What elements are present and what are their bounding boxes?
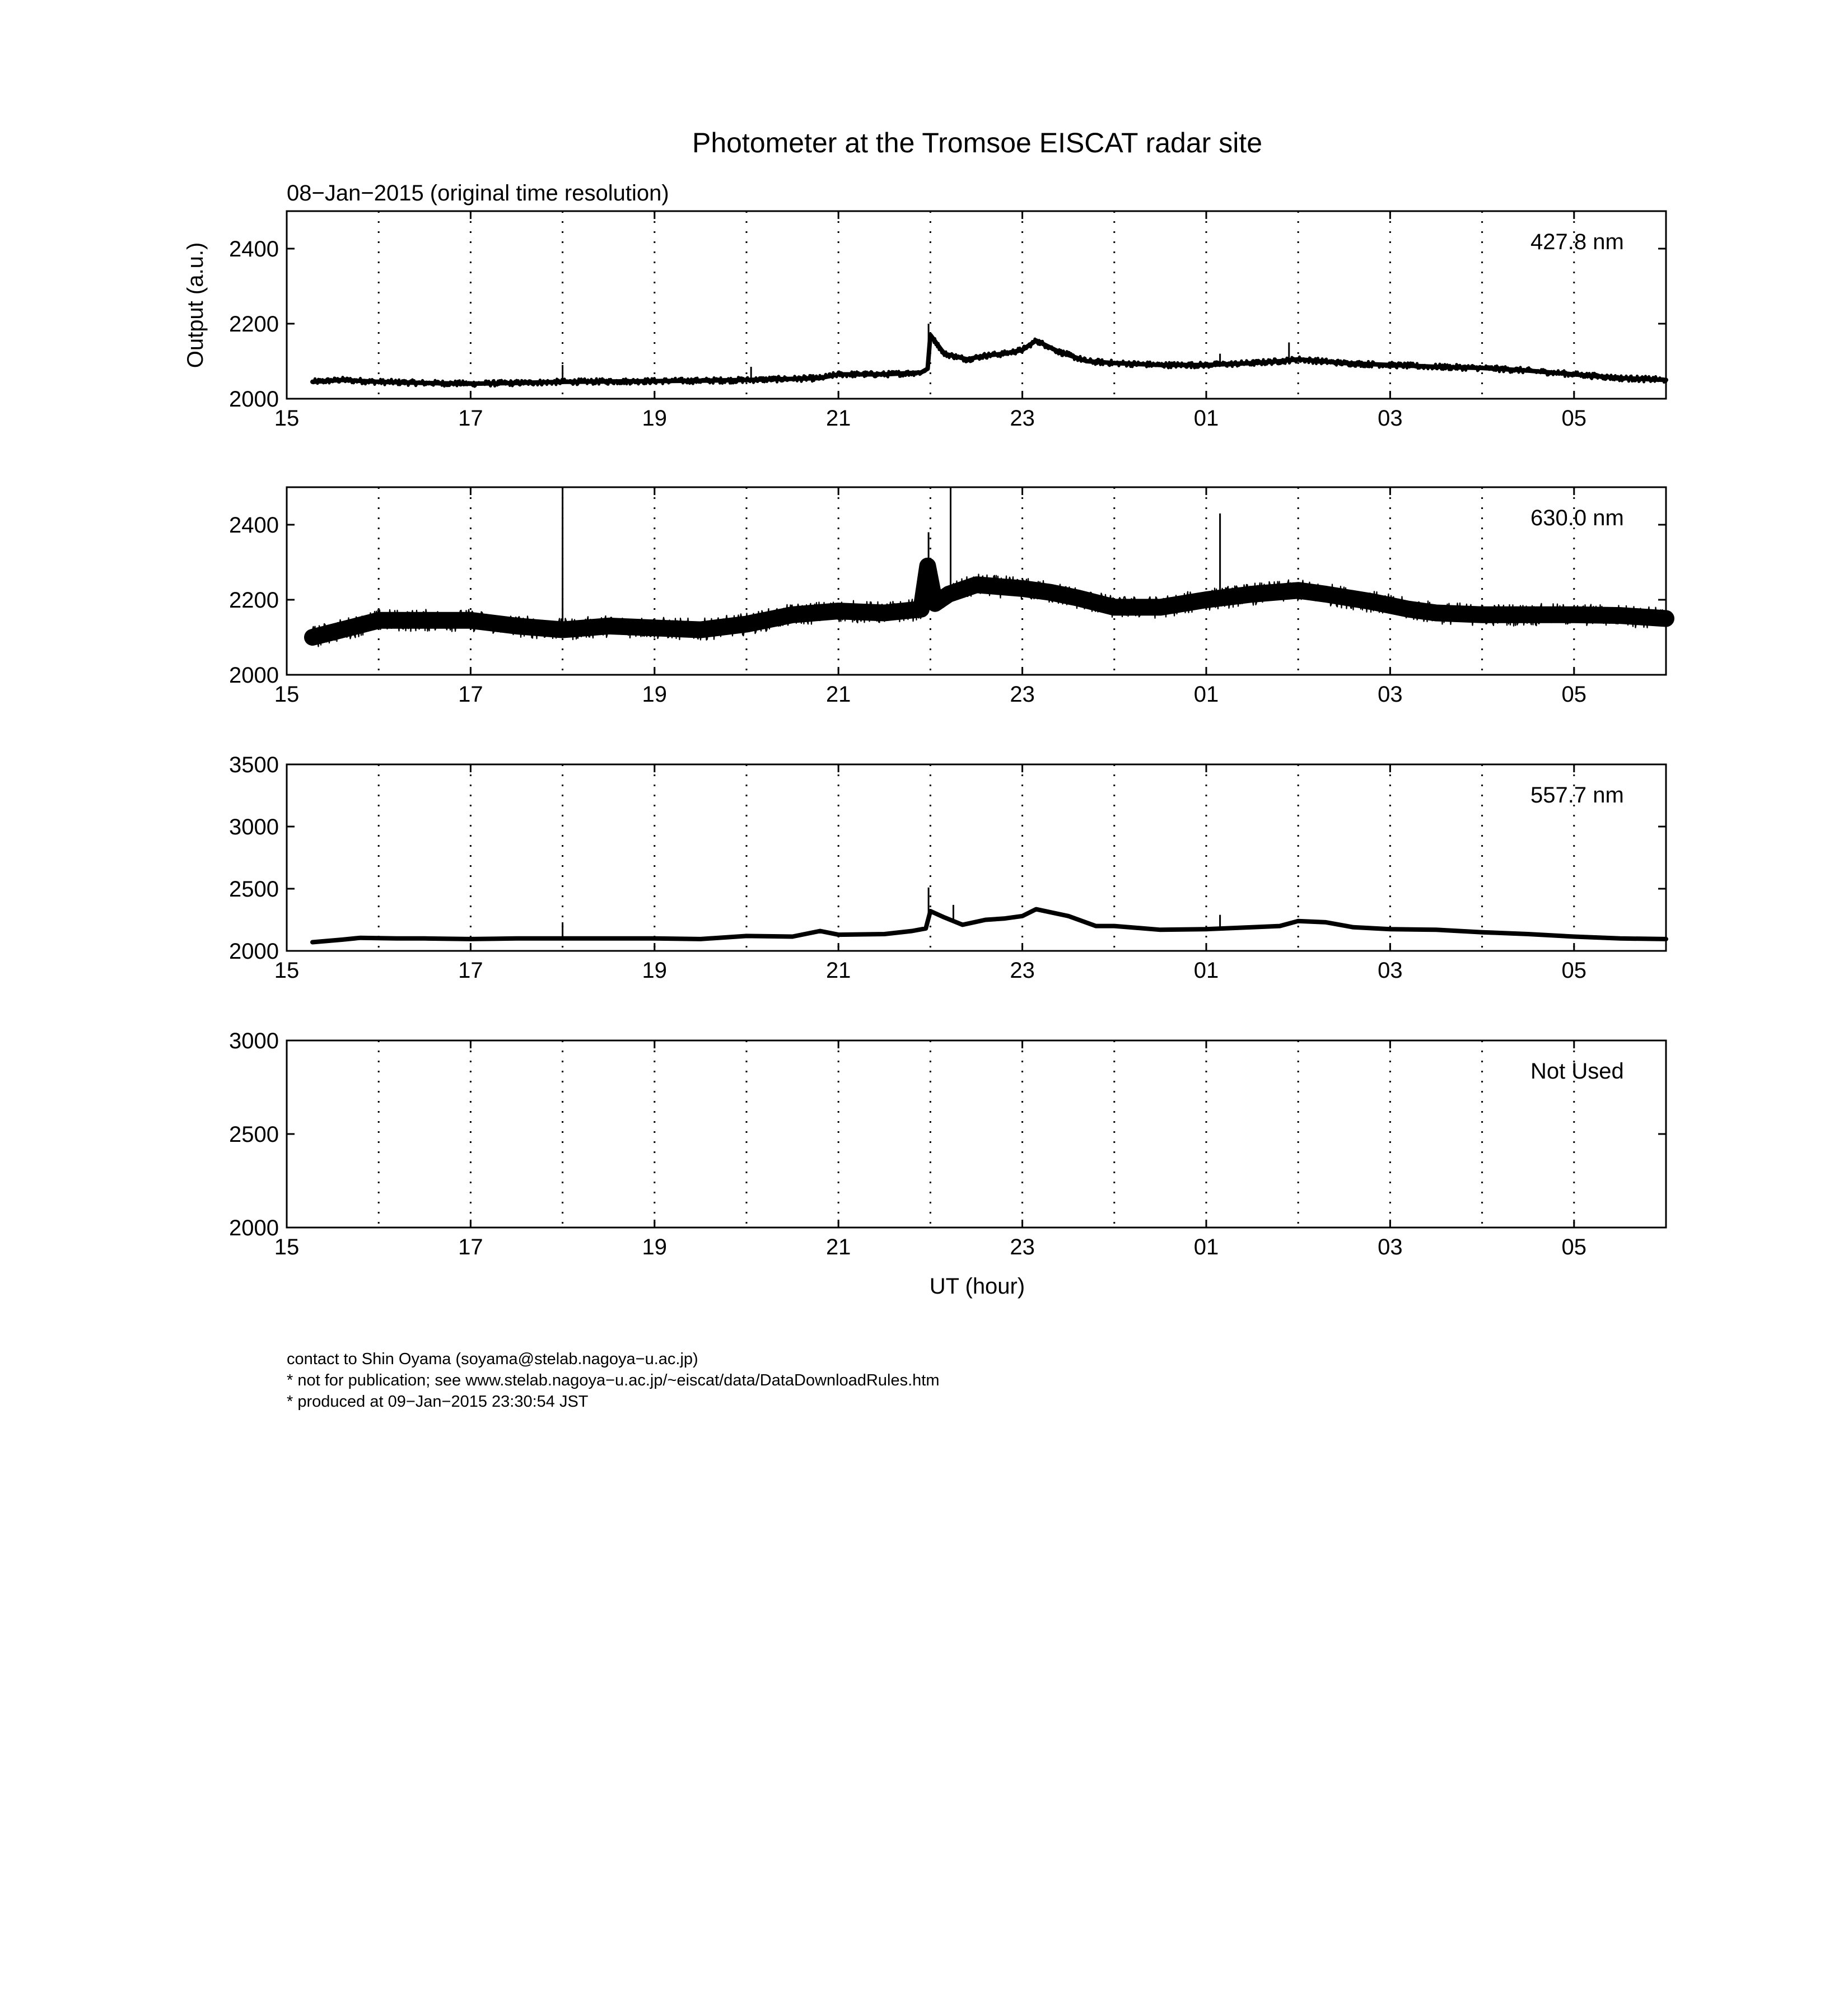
x-tick-label: 17 — [458, 1235, 483, 1259]
x-tick-label: 15 — [274, 682, 300, 707]
y-tick-label: 2000 — [229, 387, 279, 412]
data-trace — [312, 335, 1666, 387]
x-tick-label: 23 — [1010, 1235, 1035, 1259]
series-label: Not Used — [1530, 1059, 1624, 1084]
plot-frame — [287, 1040, 1666, 1228]
y-tick-label: 3000 — [229, 815, 279, 839]
y-tick-label: 2400 — [229, 513, 279, 538]
y-tick-label: 2000 — [229, 939, 279, 964]
series-label: 557.7 nm — [1530, 783, 1624, 808]
x-tick-label: 15 — [274, 406, 300, 431]
series-label: 630.0 nm — [1530, 506, 1624, 530]
x-tick-label: 05 — [1561, 406, 1587, 431]
note-produced: * produced at 09−Jan−2015 23:30:54 JST — [287, 1393, 589, 1411]
x-tick-label: 21 — [825, 406, 851, 431]
x-tick-label: 03 — [1378, 958, 1403, 983]
y-tick-label: 2000 — [229, 1216, 279, 1240]
y-tick-label: 2400 — [229, 237, 279, 262]
x-tick-label: 05 — [1561, 958, 1587, 983]
data-trace-core — [312, 335, 1666, 384]
panel-630-nm — [229, 487, 1666, 707]
x-tick-label: 05 — [1561, 1235, 1587, 1259]
x-tick-label: 03 — [1378, 1235, 1403, 1259]
series-label: 427.8 nm — [1530, 230, 1624, 254]
x-tick-label: 23 — [1010, 958, 1035, 983]
x-axis-label: UT (hour) — [929, 1274, 1025, 1299]
x-tick-label: 21 — [825, 1235, 851, 1259]
x-tick-label: 17 — [458, 406, 483, 431]
note-contact: contact to Shin Oyama (soyama@stelab.nagoya−u.ac.jp) — [287, 1350, 698, 1368]
y-tick-label: 2500 — [229, 1122, 279, 1147]
x-tick-label: 03 — [1378, 682, 1403, 707]
x-tick-label: 01 — [1193, 406, 1219, 431]
x-tick-label: 17 — [458, 958, 483, 983]
plot-frame — [287, 211, 1666, 399]
panel-427-nm — [229, 211, 1666, 431]
x-tick-label: 17 — [458, 682, 483, 707]
x-tick-label: 15 — [274, 1235, 300, 1259]
y-tick-label: 2000 — [229, 663, 279, 688]
x-tick-label: 03 — [1378, 406, 1403, 431]
x-tick-label: 21 — [825, 958, 851, 983]
panel-not-used — [229, 1029, 1666, 1259]
x-tick-label: 01 — [1193, 1235, 1219, 1259]
y-tick-label: 2200 — [229, 588, 279, 613]
x-tick-label: 19 — [642, 1235, 668, 1259]
y-tick-label: 3500 — [229, 753, 279, 777]
x-tick-label: 19 — [642, 958, 668, 983]
x-tick-label: 19 — [642, 682, 668, 707]
x-tick-label: 23 — [1010, 682, 1035, 707]
data-trace-core — [312, 566, 1666, 637]
data-trace-core — [312, 909, 1666, 942]
note-publication: * not for publication; see www.stelab.nagoya−u.ac.jp/~eiscat/data/DataDownloadRules.htm — [287, 1371, 940, 1389]
figure-title: Photometer at the Tromsoe EISCAT radar site — [692, 127, 1263, 158]
x-tick-label: 23 — [1010, 406, 1035, 431]
y-tick-label: 2500 — [229, 877, 279, 902]
y-tick-label: 2200 — [229, 312, 279, 337]
x-tick-label: 19 — [642, 406, 668, 431]
x-tick-label: 15 — [274, 958, 300, 983]
figure-subtitle: 08−Jan−2015 (original time resolution) — [287, 181, 669, 206]
x-tick-label: 05 — [1561, 682, 1587, 707]
x-tick-label: 21 — [825, 682, 851, 707]
y-axis-label: Output (a.u.) — [183, 242, 208, 368]
x-tick-label: 01 — [1193, 682, 1219, 707]
panel-557-nm — [229, 753, 1666, 983]
x-tick-label: 01 — [1193, 958, 1219, 983]
y-tick-label: 3000 — [229, 1029, 279, 1053]
